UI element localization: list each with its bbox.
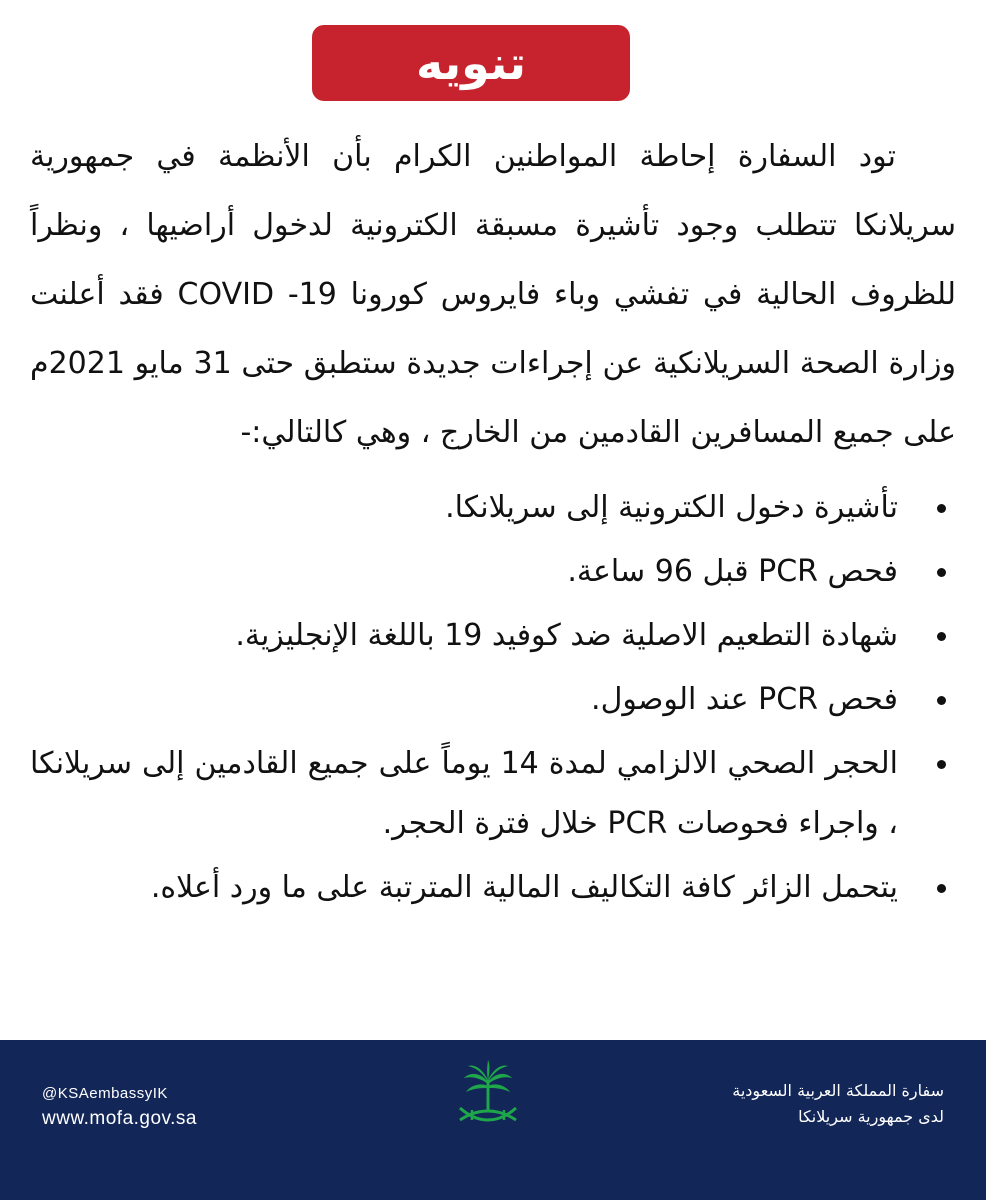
embassy-name: سفارة المملكة العربية السعودية [732,1081,944,1100]
requirements-list [30,478,946,922]
list-item [30,478,946,538]
bullet-icon [937,632,946,641]
embassy-country: لدى جمهورية سريلانكا [798,1107,944,1126]
notice-title: تنويه [415,36,527,90]
requirement-text: الحجر الصحي الالزامي لمدة 14 يوماً على جميع القادمين إلى سريلانكا ، واجراء فحوصات PCR خلال فترة الحجر. [30,746,899,841]
bullet-icon [937,884,946,893]
intro-paragraph: تود السفارة إحاطة المواطنين الكرام بأن الأنظمة في جمهورية سريلانكا تتطلب وجود تأشيرة مسبقة الكترونية لدخول أراضيها ، ونظراً للظروف الحالية في تفشي وباء فايروس كورونا COVID -19 فقد أعلنت وزارة الصحة السريلانكية عن إجراءات جديدة ستطبق حتى 31 مايو 2021م على جميع المسافرين القادمين من الخارج ، وهي كالتالي:- [30,139,956,450]
list-item [30,542,946,602]
website-link[interactable]: www.mofa.gov.sa [42,1108,197,1129]
requirement-text: فحص PCR قبل 96 ساعة. [567,554,898,589]
list-item [30,670,946,730]
requirement-text: فحص PCR عند الوصول. [591,682,898,717]
bullet-icon [937,696,946,705]
list-item [30,858,946,918]
requirement-text: شهادة التطعيم الاصلية ضد كوفيد 19 باللغة الإنجليزية. [235,618,898,653]
list-item [30,734,946,854]
twitter-handle[interactable]: @KSAembassyIK [42,1085,168,1102]
saudi-palm-swords-emblem-icon [448,1058,528,1138]
footer-embassy-info [732,1078,944,1130]
bullet-icon [937,568,946,577]
bullet-icon [937,504,946,513]
requirement-text: يتحمل الزائر كافة التكاليف المالية المترتبة على ما ورد أعلاه. [150,870,898,905]
title-banner [312,25,630,101]
footer [0,1040,986,1200]
list-item [30,606,946,666]
footer-contact [42,1083,197,1133]
requirement-text: تأشيرة دخول الكترونية إلى سريلانكا. [445,490,898,525]
bullet-icon [937,760,946,769]
